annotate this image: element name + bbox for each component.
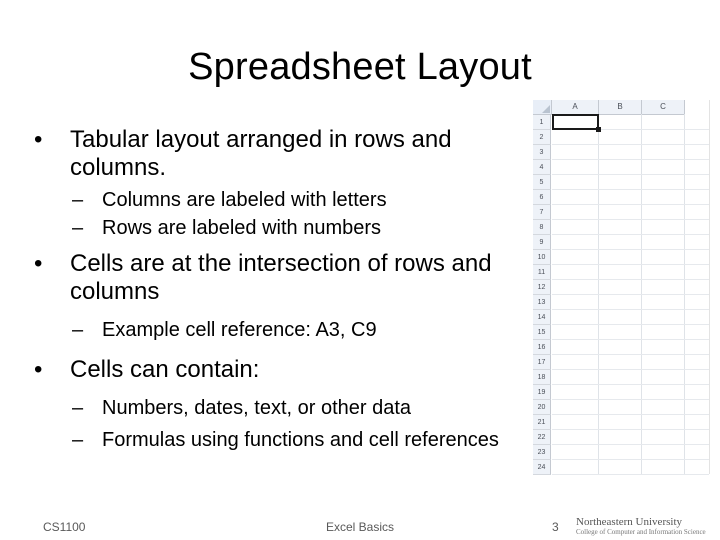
bullet-text: Cells can contain: bbox=[70, 356, 260, 383]
bullet-tabular-layout bbox=[30, 126, 520, 182]
bullet-icon: • bbox=[34, 126, 43, 153]
grid-line bbox=[552, 204, 709, 205]
grid-line bbox=[552, 234, 709, 235]
grid-line bbox=[552, 264, 709, 265]
bullet-icon: • bbox=[34, 356, 43, 383]
spacer bbox=[30, 342, 520, 356]
fill-handle[interactable] bbox=[596, 127, 601, 132]
grid-line bbox=[552, 384, 709, 385]
row-header-9[interactable]: 9 bbox=[533, 235, 551, 250]
grid-line bbox=[552, 279, 709, 280]
sub-bullet-columns bbox=[30, 188, 520, 212]
row-header-24[interactable]: 24 bbox=[533, 460, 551, 475]
bullet-text: Cells are at the intersection of rows and columns bbox=[70, 250, 492, 305]
row-header-4[interactable]: 4 bbox=[533, 160, 551, 175]
grid-line bbox=[552, 324, 709, 325]
spacer bbox=[30, 240, 520, 250]
sub-bullet-example bbox=[30, 318, 520, 342]
select-all-icon bbox=[542, 105, 550, 113]
row-header-23[interactable]: 23 bbox=[533, 445, 551, 460]
grid-line bbox=[552, 174, 709, 175]
selected-cell[interactable] bbox=[552, 114, 599, 130]
row-header-8[interactable]: 8 bbox=[533, 220, 551, 235]
grid-line bbox=[552, 459, 709, 460]
row-header-2[interactable]: 2 bbox=[533, 130, 551, 145]
grid-line bbox=[552, 354, 709, 355]
bullet-text: Tabular layout arranged in rows and columns. bbox=[70, 126, 452, 181]
spreadsheet-image bbox=[533, 100, 710, 474]
bullet-cells-contain bbox=[30, 356, 520, 384]
dash-icon: – bbox=[72, 397, 84, 419]
row-header-17[interactable]: 17 bbox=[533, 355, 551, 370]
row-header-15[interactable]: 15 bbox=[533, 325, 551, 340]
row-header-6[interactable]: 6 bbox=[533, 190, 551, 205]
logo-college: College of Computer and Information Science bbox=[576, 528, 706, 536]
sub-bullet-text: Rows are labeled with numbers bbox=[102, 217, 382, 239]
bullet-list bbox=[30, 126, 520, 452]
grid-line bbox=[552, 339, 709, 340]
grid-line bbox=[552, 144, 709, 145]
slide-number: 3 bbox=[552, 520, 559, 534]
row-header-12[interactable]: 12 bbox=[533, 280, 551, 295]
logo-name: Northeastern University bbox=[576, 516, 682, 528]
sub-bullet-formulas bbox=[30, 428, 520, 452]
row-header-7[interactable]: 7 bbox=[533, 205, 551, 220]
grid-line bbox=[552, 159, 709, 160]
dash-icon: – bbox=[72, 217, 84, 239]
row-header-10[interactable]: 10 bbox=[533, 250, 551, 265]
column-header-b[interactable]: B bbox=[599, 100, 642, 115]
grid-line bbox=[552, 369, 709, 370]
dash-icon: – bbox=[72, 429, 84, 451]
slide-title: Spreadsheet Layout bbox=[188, 46, 532, 88]
column-header-c[interactable]: C bbox=[642, 100, 685, 115]
sub-bullet-rows bbox=[30, 216, 520, 240]
grid-line bbox=[552, 474, 709, 475]
row-header-11[interactable]: 11 bbox=[533, 265, 551, 280]
grid-line bbox=[552, 429, 709, 430]
row-header-19[interactable]: 19 bbox=[533, 385, 551, 400]
grid-line bbox=[552, 414, 709, 415]
grid-line bbox=[552, 189, 709, 190]
row-header-22[interactable]: 22 bbox=[533, 430, 551, 445]
sub-bullet-data bbox=[30, 396, 520, 420]
column-header-a[interactable]: A bbox=[552, 100, 599, 115]
grid-line bbox=[552, 399, 709, 400]
grid-line bbox=[552, 294, 709, 295]
grid-line bbox=[552, 309, 709, 310]
grid-line bbox=[552, 249, 709, 250]
row-header-5[interactable]: 5 bbox=[533, 175, 551, 190]
bullet-cells-intersection bbox=[30, 250, 520, 306]
dash-icon: – bbox=[72, 189, 84, 211]
footer-course: CS1100 bbox=[43, 520, 86, 534]
footer-topic: Excel Basics bbox=[325, 520, 395, 534]
row-header-20[interactable]: 20 bbox=[533, 400, 551, 415]
row-header-16[interactable]: 16 bbox=[533, 340, 551, 355]
sub-bullet-text: Formulas using functions and cell references bbox=[102, 429, 499, 451]
row-header-13[interactable]: 13 bbox=[533, 295, 551, 310]
university-logo bbox=[576, 516, 708, 538]
row-header-1[interactable]: 1 bbox=[533, 115, 551, 130]
row-header-21[interactable]: 21 bbox=[533, 415, 551, 430]
row-header-14[interactable]: 14 bbox=[533, 310, 551, 325]
row-header-18[interactable]: 18 bbox=[533, 370, 551, 385]
sub-bullet-text: Numbers, dates, text, or other data bbox=[102, 397, 412, 419]
row-header-3[interactable]: 3 bbox=[533, 145, 551, 160]
grid-line bbox=[552, 219, 709, 220]
select-all-corner bbox=[533, 100, 552, 115]
bullet-icon: • bbox=[34, 250, 43, 277]
sub-bullet-text: Example cell reference: A3, C9 bbox=[102, 319, 377, 341]
dash-icon: – bbox=[72, 319, 84, 341]
grid-line bbox=[552, 444, 709, 445]
sub-bullet-text: Columns are labeled with letters bbox=[102, 189, 387, 211]
